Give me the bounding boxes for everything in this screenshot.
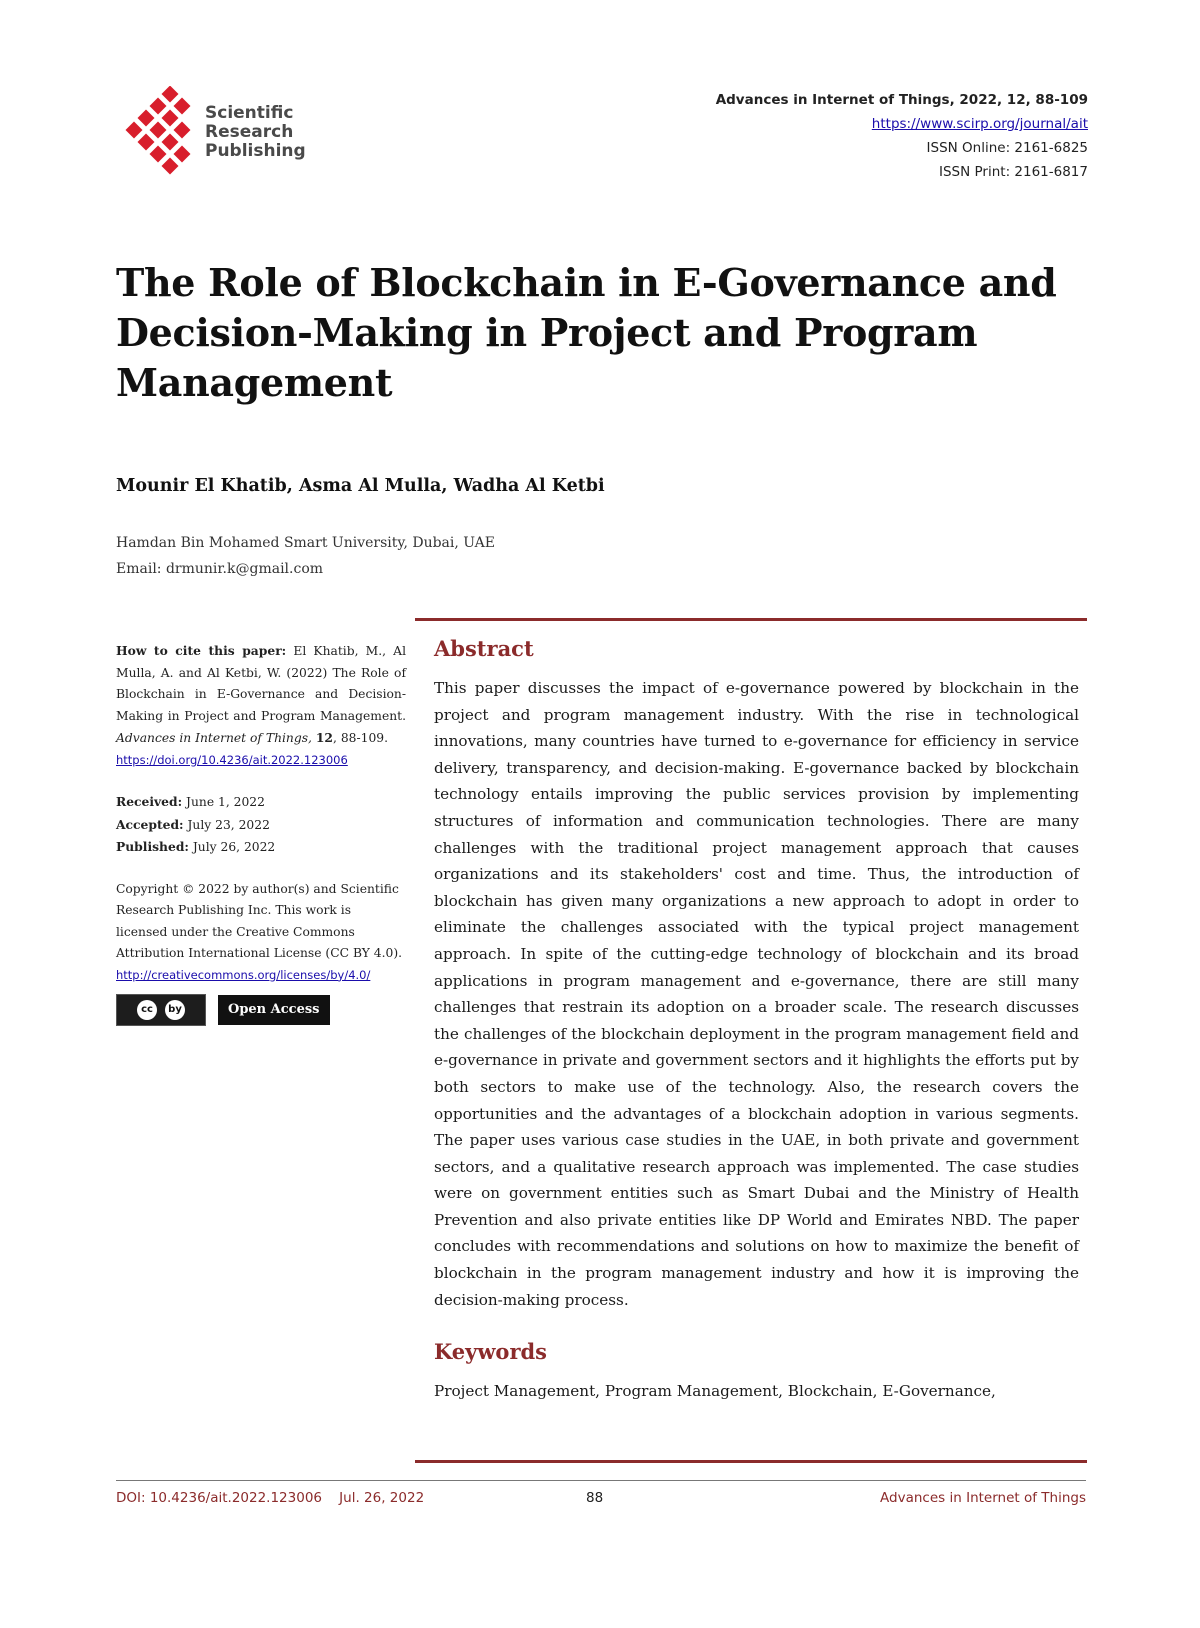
journal-url-link[interactable]: https://www.scirp.org/journal/ait (871, 116, 1088, 132)
publisher-name-line-3: Publishing (205, 141, 306, 161)
footer-doi: DOI: 10.4236/ait.2022.123006 Jul. 26, 2022 (116, 1490, 425, 1506)
cite-text: El Khatib, M., Al Mulla, A. and Al Ketbi, W. (2022) The Role of Blockchain in E-Governance and Decision-Making in Project and Program Management. (116, 644, 406, 723)
creative-commons-icon: cc (137, 1000, 157, 1020)
journal-info (716, 88, 1088, 184)
cc-by-badge[interactable] (116, 994, 206, 1026)
footer-journal-name: Advances in Internet of Things (880, 1490, 1086, 1506)
cite-label: How to cite this paper: (116, 643, 287, 658)
keywords-heading: Keywords (434, 1339, 548, 1365)
publisher-logo (118, 86, 318, 178)
copyright-text: Copyright © 2022 by author(s) and Scientific Research Publishing Inc. This work is licensed under the Creative Commons Attribution International License (CC BY 4.0). (116, 881, 403, 960)
cite-pages: , 88-109. (333, 731, 388, 745)
published-date: July 26, 2022 (188, 840, 276, 854)
license-badges (116, 994, 406, 1026)
article-dates (116, 791, 406, 859)
author-email: Email: drmunir.k@gmail.com (116, 561, 324, 577)
copyright-notice (116, 879, 406, 987)
author-affiliation-block (116, 530, 495, 582)
affiliation: Hamdan Bin Mohamed Smart University, Dubai, UAE (116, 535, 495, 551)
abstract-text: This paper discusses the impact of e-governance powered by blockchain in the project and program management industry. With the rise in technological innovations, many countries have turned to e-governance for efficiency in service delivery, transparency, and decision-making. E-governance backed by blockchain technology entails improving the public services provision by implementing structures of information and communication technologies. There are many challenges with the traditional project management approach that causes organizations and its stakeholders' cost and time. Thus, the introduction of blockchain has given many organizations a new approach to adopt in order to eliminate the challenges associated with the typical project management approach. In spite of the cutting-edge technology of blockchain and its broad applications in program management and e-governance, there are still many challenges that restrain its adoption on a broader scale. The research discusses the challenges of the blockchain deployment in the program management field and e-governance in private and government sectors and it highlights the efforts put by both sectors to make use of the technology. Also, the research covers the opportunities and the advantages of a blockchain adoption in various segments. The paper uses various case studies in the UAE, in both private and government sectors, and a qualitative research approach was implemented. The case studies were on government entities such as Smart Dubai and the Ministry of Health Prevention and also private entities like DP World and Emirates NBD. The paper concludes with recommendations and solutions on how to maximize the benefit of blockchain in the program management industry and how it is improving the decision-making process. (434, 679, 1079, 1309)
abstract-top-divider (415, 618, 1087, 621)
abstract-bottom-divider (415, 1460, 1087, 1463)
cite-doi-link[interactable]: https://doi.org/10.4236/ait.2022.123006 (116, 752, 348, 767)
page-number: 88 (586, 1490, 604, 1506)
license-link[interactable]: http://creativecommons.org/licenses/by/4.0/ (116, 967, 371, 982)
cite-journal: Advances in Internet of Things, (116, 731, 312, 745)
how-to-cite (116, 640, 406, 771)
publisher-name (205, 104, 306, 161)
issn-print: ISSN Print: 2161-6817 (939, 164, 1088, 180)
cite-volume: 12 (315, 730, 333, 745)
article-sidebar (116, 640, 406, 1026)
page-footer (116, 1490, 1086, 1514)
journal-citation: Advances in Internet of Things, 2022, 12, 88-109 (715, 92, 1088, 108)
issn-online: ISSN Online: 2161-6825 (926, 140, 1088, 156)
article-title: The Role of Blockchain in E-Governance and Decision-Making in Project and Program Management (116, 260, 1057, 405)
scirp-diamond-logo-icon (118, 86, 196, 178)
accepted-date: July 23, 2022 (183, 817, 270, 832)
abstract-section (434, 636, 1079, 1404)
published-label: Published: (116, 839, 189, 854)
accepted-label: Accepted: (116, 816, 184, 832)
received-date: June 1, 2022 (182, 795, 265, 809)
footer-divider (116, 1480, 1086, 1481)
keywords-text: Project Management, Program Management, Blockchain, E-Governance, (434, 1382, 996, 1401)
publisher-name-line-2: Research (205, 122, 294, 142)
abstract-heading: Abstract (434, 636, 534, 661)
received-label: Received: (116, 794, 183, 809)
open-access-badge: Open Access (218, 995, 330, 1025)
article-authors: Mounir El Khatib, Asma Al Mulla, Wadha Al Ketbi (116, 476, 605, 496)
attribution-person-icon: by (165, 1000, 185, 1020)
publisher-name-line-1: Scientific (205, 103, 294, 123)
